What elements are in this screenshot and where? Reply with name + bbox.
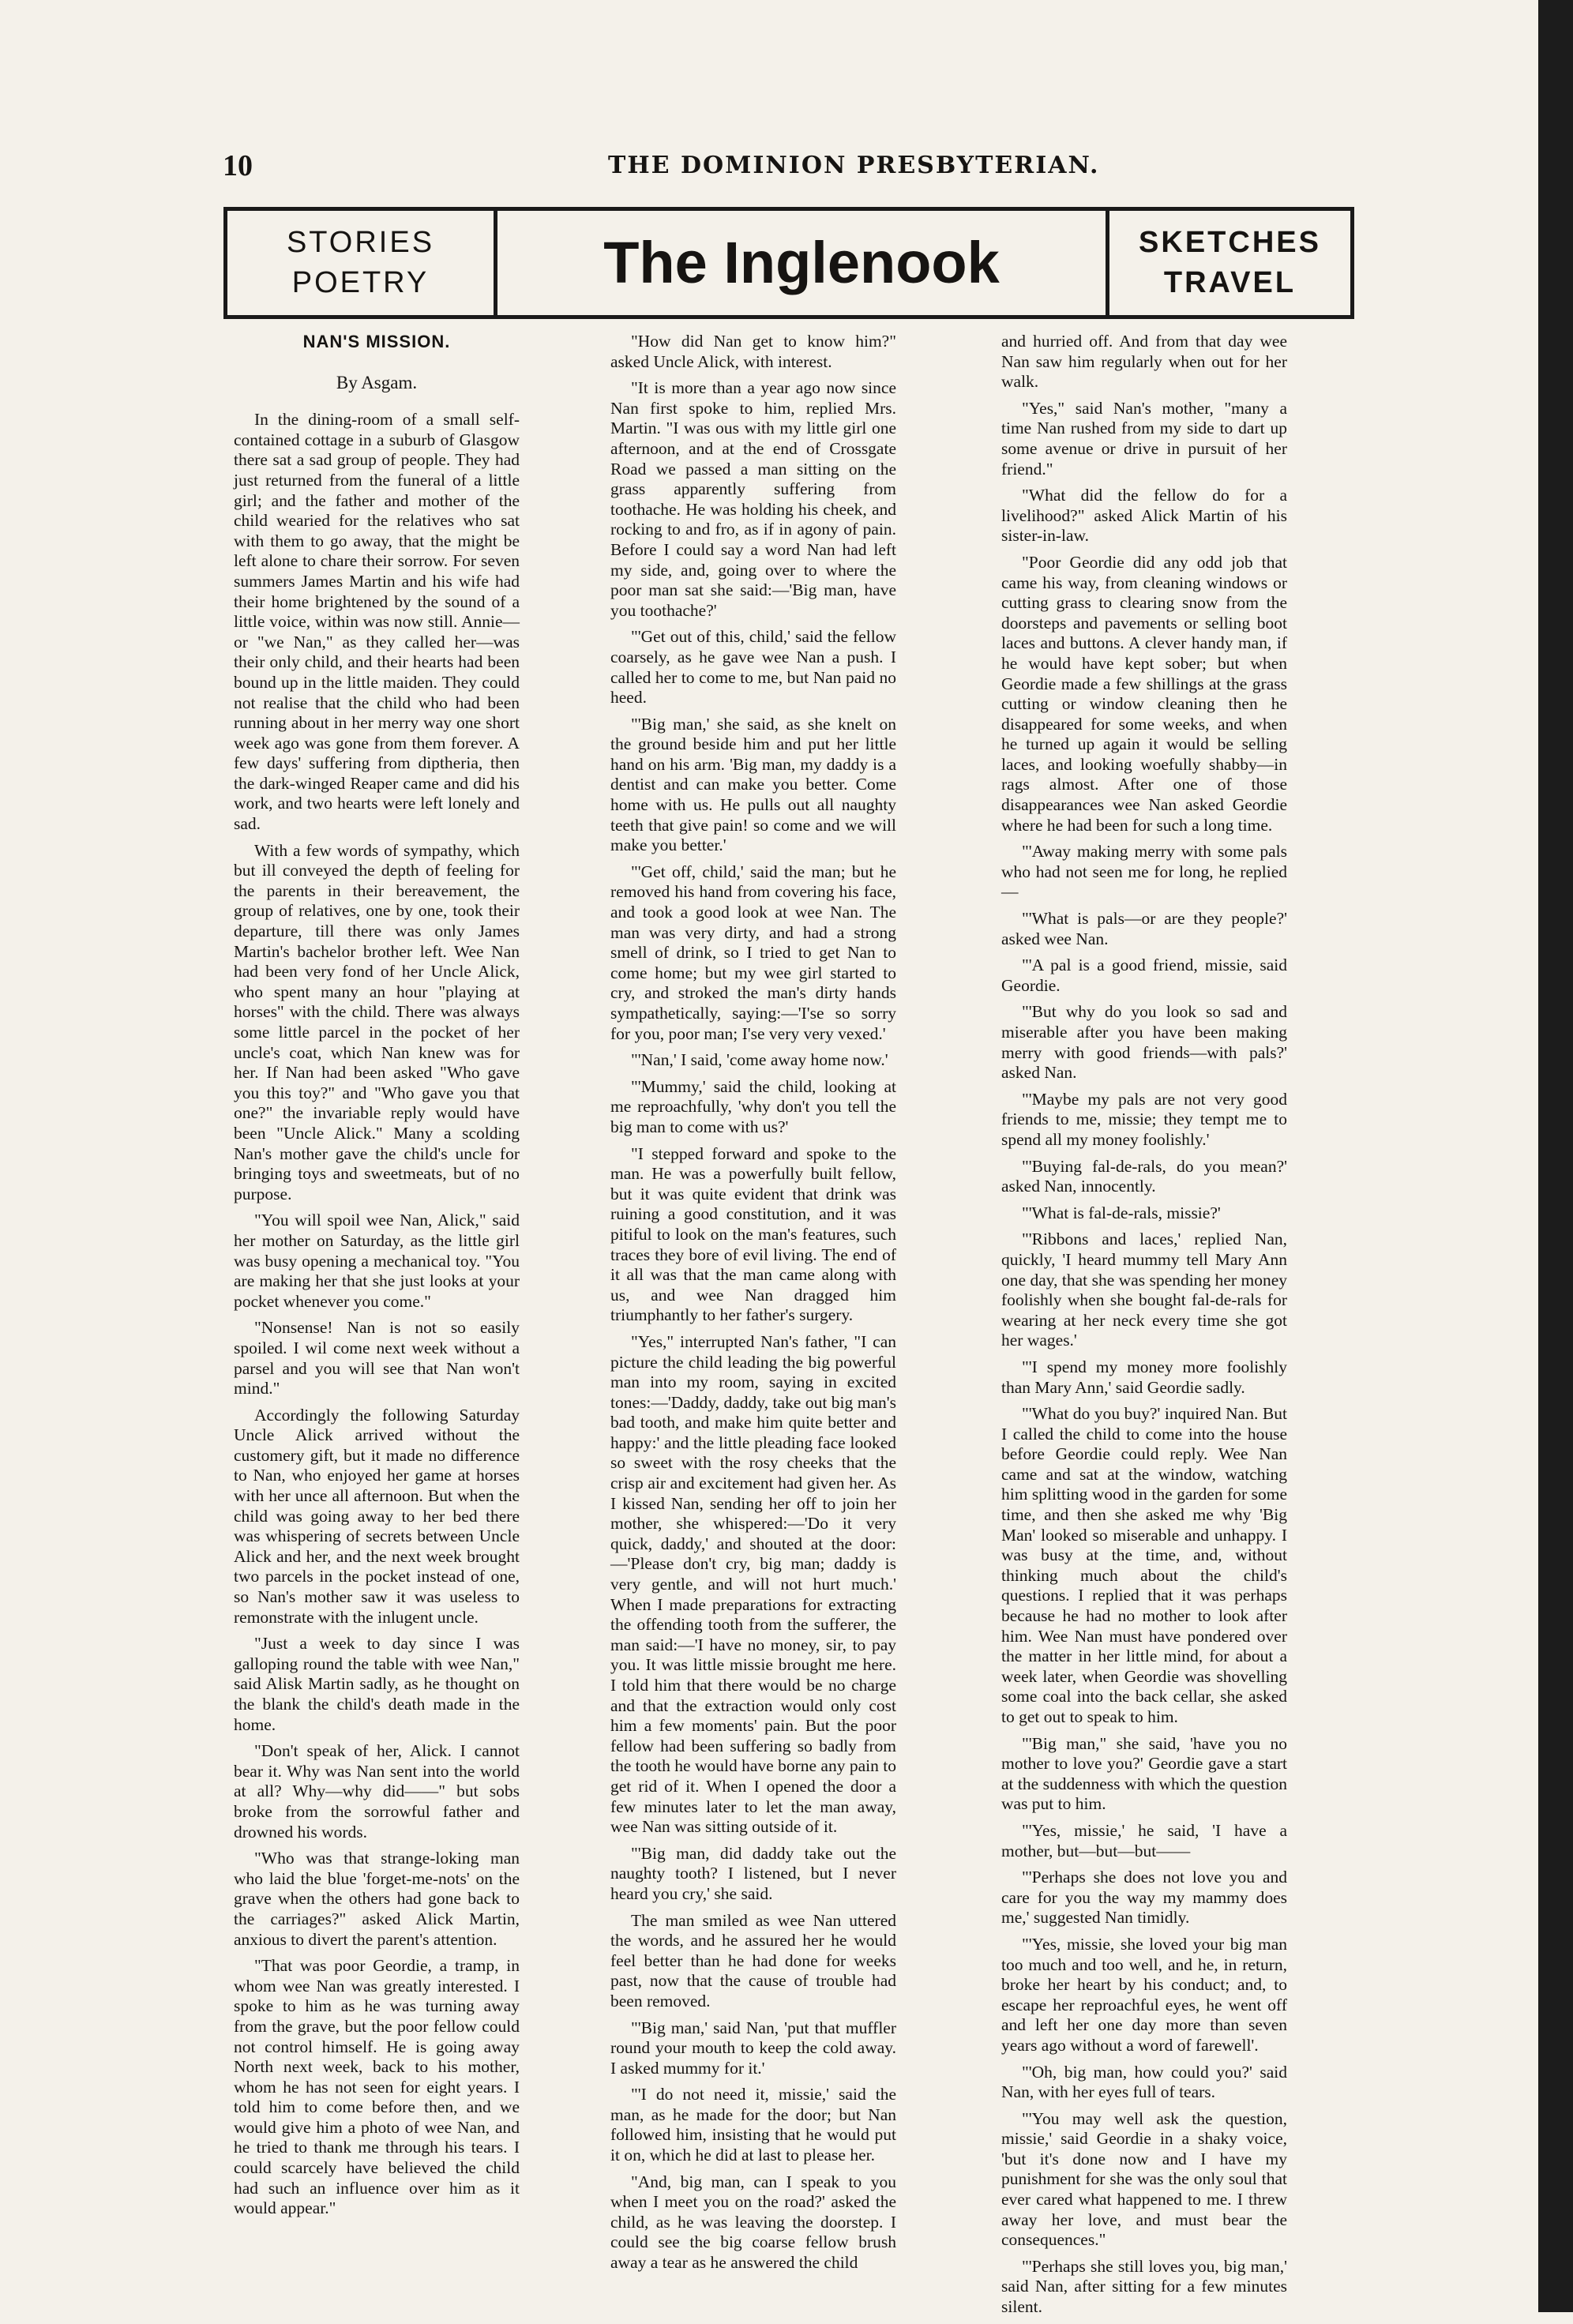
article-paragraph: "Yes," said Nan's mother, "many a time Nan rushed from my side to dart up some avenue or drive in pursuit of her friend." [1001, 398, 1287, 479]
section-title: The Inglenook [603, 230, 1000, 296]
article-paragraph: and hurried off. And from that day wee Nan saw him regularly when out for her walk. [1001, 332, 1287, 392]
article-paragraph: "'I do not need it, missie,' said the man, as he made for the door; but Nan followed him, insisting that he would put it on, which he did at last to please her. [610, 2085, 896, 2165]
article-paragraph: "How did Nan get to know him?" asked Uncle Alick, with interest. [610, 332, 896, 371]
article-paragraph: "'Perhaps she does not love you and care for you the way my mammy does me,' suggested Nan timidly. [1001, 1868, 1287, 1928]
article-paragraph: "Nonsense! Nan is not so easily spoiled. I wil come next week without a parsel and you will see that Nan won't mind." [234, 1318, 520, 1399]
article-paragraph: "'Yes, missie,' he said, 'I have a mother, but—but—but—— [1001, 1820, 1287, 1860]
article-paragraph: "'Get off, child,' said the man; but he removed his hand from covering his face, and took a good look at wee Nan. The man was very dirty, and had a strong smell of drink, so I tried to get Nan to come home; but my wee girl started to cry, and stroked the man's dirty hands sympathetically, saying:—'I'se so sorry for you, poor man; I'se very very vexed.' [610, 862, 896, 1043]
article-paragraph: "'Oh, big man, how could you?' said Nan, with her eyes full of tears. [1001, 2062, 1287, 2102]
publication-title: THE DOMINION PRESBYTERIAN. [608, 152, 1100, 179]
masthead-poetry: POETRY [291, 266, 430, 299]
scan-edge [1538, 0, 1573, 2312]
column-2-body [610, 332, 896, 2273]
page-number: 10 [223, 149, 253, 182]
article-paragraph: "It is more than a year ago now since Nan first spoke to him, replied Mrs. Martin. "I was ous with my little girl one afternoon, and at the end of Crossgate Road we passed a man sitting on the grass apparently suffering from toothache. He was holding his cheek, and rocking to and fro, as if in agony of pain. Before I could say a word Nan had left my side, and, going over to where the poor man sat she said:—'Big man, have you toothache?' [610, 378, 896, 620]
masthead-travel: TRAVEL [1163, 266, 1297, 299]
column-2 [610, 332, 896, 2280]
article-paragraph: "And, big man, can I speak to you when I meet you on the road?' asked the child, as he was leaving the doorstep. I could see the big coarse fellow brush away a tear as he answered the child [610, 2172, 896, 2273]
article-paragraph: In the dining-room of a small self-contained cottage in a suburb of Glasgow there sat a sad group of people. They had just returned from the funeral of a little girl; and the father and mother of the child wearied for the relatives who sat with them to go away, that the might be left alone to chare their sorrow. For seven summers James Martin and his wife had their home brightened by the sound of a little voice, within was now still. Annie—or "we Nan," as they called her—was their only child, and their hearts had been bound up in the little maiden. They could not realise that the child who had been running about in her merry way one short week ago was gone from them forever. A few days' suffering from diptheria, then the dark-winged Reaper came and did his work, and two hearts were left lonely and sad. [234, 410, 520, 834]
article-paragraph: "That was poor Geordie, a tramp, in whom wee Nan was greatly interested. I spoke to him as he was turning away from the grave, but the poor fellow could not control himself. He is going away North next week, back to his mother, whom he has not seen for eight years. I told him to come before then, and we would give him a photo of wee Nan, and he tried to thank me through his tears. I could scarcely have believed the child had such an influence over him as it would appear." [234, 1956, 520, 2218]
article-paragraph: "'Mummy,' said the child, looking at me reproachfully, 'why don't you tell the big man to come with us?' [610, 1076, 896, 1136]
article-paragraph: The man smiled as wee Nan uttered the words, and he assured her he would feel better than he had done for weeks past, now that the cause of trouble had been removed. [610, 1910, 896, 2011]
article-paragraph: "Who was that strange-loking man who laid the blue 'forget-me-nots' on the grave when the others had gone back to the carriages?" asked Alick Martin, anxious to divert the parent's attention. [234, 1849, 520, 1949]
column-3 [1001, 332, 1287, 2324]
article-paragraph: "'Big man,' said Nan, 'put that muffler round your mouth to keep the cold away. I asked mummy for it.' [610, 2018, 896, 2078]
article-paragraph: "'But why do you look so sad and miserable after you have been making merry with good friends—with pals?' asked Nan. [1001, 1002, 1287, 1083]
article-paragraph: "'Perhaps she still loves you, big man,' said Nan, after sitting for a few minutes silent. [1001, 2256, 1287, 2317]
article-paragraph: "'Nan,' I said, 'come away home now.' [631, 1050, 888, 1070]
article-paragraph: "'Big man, did daddy take out the naughty tooth? I listened, but I never heard you cry,' she said. [610, 1843, 896, 1903]
article-paragraph: "'What is fal-de-rals, missie?' [1022, 1203, 1221, 1222]
article-paragraph: "I stepped forward and spoke to the man. He was a powerfully built fellow, but it was quite evident that drink was ruining a good constitution, and it was pitiful to look on the man's features, such traces they bore of evil living. The end of it all was that the man came along with us, and wee Nan dragged him triumphantly to her father's surgery. [610, 1143, 896, 1325]
article-paragraph: "Don't speak of her, Alick. I cannot bear it. Why was Nan sent into the world at all? Why—why did——" but sobs broke from the sorrowful father and drowned his words. [234, 1741, 520, 1842]
column-1 [234, 332, 520, 2225]
article-paragraph: "Yes," interrupted Nan's father, "I can picture the child leading the big powerful man into my room, saying in excited tones:—'Daddy, daddy, take out big man's bad tooth, and make him quite better and happy:' and the little pleading face looked so sweet with the rosy cheeks that the crisp air and excitement had given her. As I kissed Nan, sending her off to join her mother, she whispered:—'Do it very quick, daddy,' and shouted at the door:—'Please don't cry, big man; daddy is very gentle, and will not hurt much.' When I made preparations for extracting the offending tooth from the sufferer, the man said:—'I have no money, sir, to pay you. It was little missie brought me here. I told him that there would be no charge and that the extraction would only cost him a few moments' pain. But the poor fellow had been suffering so badly from the tooth he would have borne any pain to get rid of it. When I opened the door a few minutes later to let the man away, wee Nan was sitting outside of it. [610, 1331, 896, 1837]
masthead-right-box [1106, 211, 1350, 315]
article-paragraph: "'Ribbons and laces,' replied Nan, quickly, 'I heard mummy tell Mary Ann one day, that she was spending her money foolishly when she bought fal-de-rals for wearing at her neck every time she got her wages.' [1001, 1230, 1287, 1350]
article-paragraph: "What did the fellow do for a livelihood?" asked Alick Martin of his sister-in-law. [1001, 486, 1287, 546]
article-byline: By Asgam. [336, 372, 418, 392]
column-1-body [234, 410, 520, 2219]
masthead-left-box [227, 211, 497, 315]
article-title: NAN'S MISSION. [302, 332, 451, 351]
section-masthead [223, 207, 1354, 319]
article-paragraph: "Poor Geordie did any odd job that came his way, from cleaning windows or cutting grass to clearing snow from the doorsteps and pavements or selling boot laces and buttons. A clever handy man, if he would have kept sober; but when Geordie made a few shillings at the grass cutting or window cleaning then he disappeared for some weeks, and when he turned up again it would be selling laces, and looking woefully shabby—in rags almost. After one of those disappearances wee Nan asked Geordie where he had been for such a long time. [1001, 552, 1287, 835]
article-paragraph: "'Buying fal-de-rals, do you mean?' asked Nan, innocently. [1001, 1156, 1287, 1196]
article-paragraph: "'You may well ask the question, missie,' said Geordie in a shaky voice, 'but it's done now and I have my punishment for she was the only soul that ever cared what happened to me. I threw away her love, and must bear the consequences." [1001, 2108, 1287, 2250]
article-paragraph: "You will spoil wee Nan, Alick," said her mother on Saturday, as the little girl was busy opening a mechanical toy. "You are making her that she just looks at your pocket whenever you come." [234, 1211, 520, 1311]
article-paragraph: "'Get out of this, child,' said the fellow coarsely, as he gave wee Nan a push. I called her to come to me, but Nan paid no heed. [610, 627, 896, 708]
masthead-sketches: SKETCHES [1139, 225, 1321, 259]
article-paragraph: "'Away making merry with some pals who had not seen me for long, he replied— [1001, 842, 1287, 902]
masthead-title-box [497, 211, 1106, 315]
article-paragraph: "'Yes, missie, she loved your big man too much and too well, and he, in return, broke her heart by his conduct; and, to escape her reproachful eyes, he went off and left her one day more than seven years ago without a word of farewell'. [1001, 1934, 1287, 2055]
article-paragraph: "'What do you buy?' inquired Nan. But I called the child to come into the house before Geordie could reply. Wee Nan came and sat at the window, watching him splitting wood in the garden for some time, and then she asked me why 'Big Man' looked so miserable and unhappy. I was busy at the time, and, without thinking much about the child's questions. I replied that it was perhaps because he had no mother to look after him. Wee Nan must have pondered over the matter in her little mind, for about a week later, when Geordie was shovelling some coal into the back cellar, she asked to get out to speak to him. [1001, 1404, 1287, 1726]
article-paragraph: "'What is pals—or are they people?' asked wee Nan. [1001, 909, 1287, 948]
article-paragraph: "'Big man,' she said, as she knelt on the ground beside him and put her little hand on his arm. 'Big man, my daddy is a dentist and can make you better. Come home with us. He pulls out all naughty teeth that give pain! so come and we will make you better.' [610, 714, 896, 855]
article-paragraph: Accordingly the following Saturday Uncle Alick arrived without the customery gift, but it made no difference to Nan, who enjoyed her game at horses with her unce all afternoon. But when the child was going away to her bed there was whispering of secrets between Uncle Alick and her, and the next week brought two parcels in the pocket instead of one, so Nan's mother saw it was useless to remonstrate with the inlugent uncle. [234, 1405, 520, 1627]
masthead-stories: STORIES [286, 225, 435, 259]
article-paragraph: "'I spend my money more foolishly than Mary Ann,' said Geordie sadly. [1001, 1357, 1287, 1397]
article-paragraph: "'Maybe my pals are not very good friends to me, missie; they tempt me to spend all my money foolishly.' [1001, 1089, 1287, 1149]
column-3-body [1001, 332, 1287, 2318]
article-paragraph: "'A pal is a good friend, missie, said Geordie. [1001, 956, 1287, 995]
article-paragraph: "Just a week to day since I was galloping round the table with wee Nan," said Alisk Martin sadly, as he thought on the blank the child's death made in the home. [234, 1634, 520, 1734]
article-paragraph: "'Big man," she said, 'have you no mother to love you?' Geordie gave a start at the suddenness with which the question was put to him. [1001, 1733, 1287, 1814]
article-paragraph: With a few words of sympathy, which but ill conveyed the depth of feeling for the parents in their bereavement, the group of relatives, one by one, took their departure, till there was only James Martin's bachelor brother left. Wee Nan had been very fond of her Uncle Alick, who spent many an hour "playing at horses" with the child. There was always some little parcel in the pocket of her uncle's coat, which Nan knew was for her. If Nan had been asked "Who gave you this toy?" and "Who gave you that one?" the invariable reply would have been "Uncle Alick." Many a scolding Nan's mother gave the child's uncle for bringing toys and sweetmeats, but of no purpose. [234, 840, 520, 1203]
